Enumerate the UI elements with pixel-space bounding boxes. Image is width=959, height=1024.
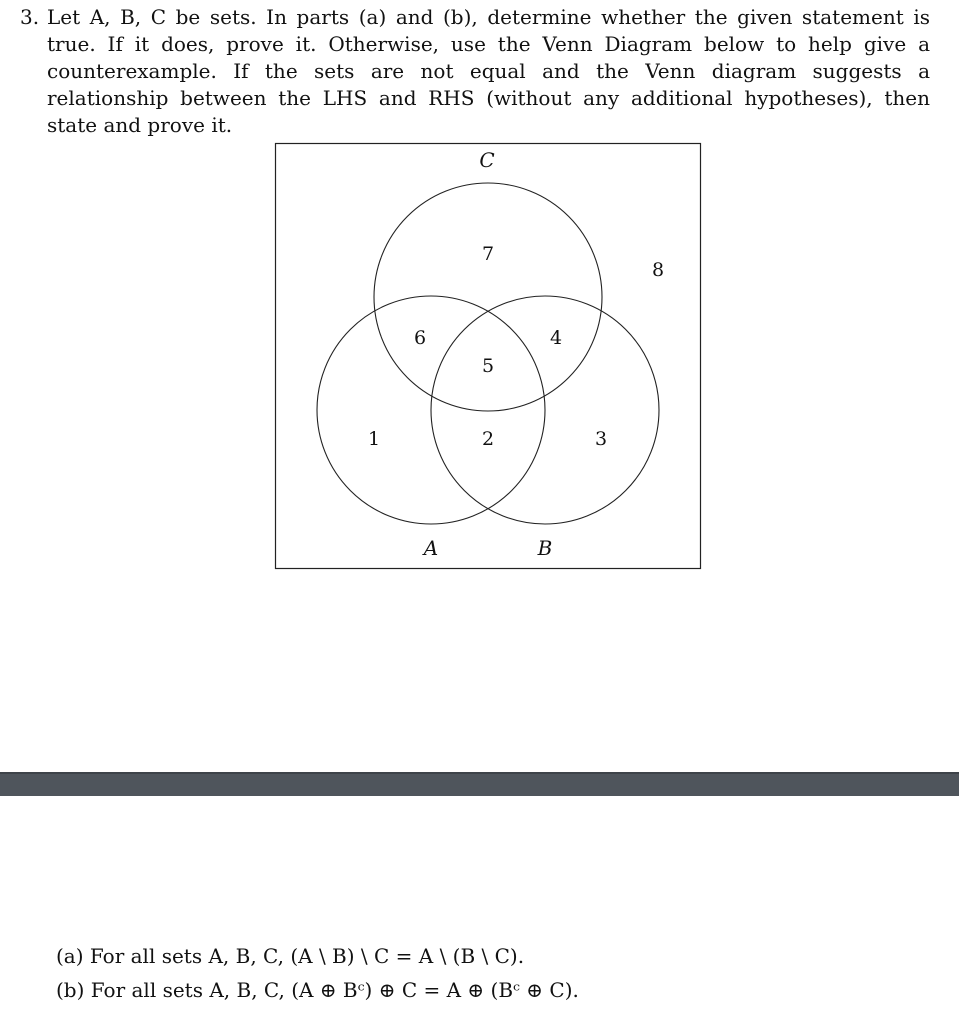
- region-outside: 8: [651, 259, 665, 281]
- set-b-label: B: [537, 536, 553, 560]
- problem-number: 3.: [20, 5, 40, 29]
- problem-parts: [56, 939, 579, 1007]
- region-c-only: 7: [481, 243, 495, 265]
- set-c-label: C: [479, 148, 495, 172]
- section-divider: [0, 772, 959, 796]
- region-a-c-only: 6: [413, 327, 427, 349]
- part-b: (b) For all sets A, B, C, (A ⊕ Bᶜ) ⊕ C = A ⊕ (Bᶜ ⊕ C).: [56, 978, 579, 1002]
- region-b-only: 3: [594, 428, 608, 450]
- part-a: (a) For all sets A, B, C, (A \ B) \ C = A \ (B \ C).: [56, 944, 525, 968]
- region-a-b-c: 5: [481, 355, 495, 377]
- region-a-only: 1: [367, 428, 381, 450]
- region-a-b-only: 2: [481, 428, 495, 450]
- set-a-label: A: [423, 536, 439, 560]
- region-b-c-only: 4: [549, 327, 563, 349]
- problem-text: Let A, B, C be sets. In parts (a) and (b), determine whether the given statement is true. If it does, prove it. Otherwise, use the Venn Diagram below to help give a counterexample. If the sets are not equal and the Venn diagram suggests a relationship between the LHS and RHS (without any additional hypotheses), then state and prove it.: [47, 5, 930, 137]
